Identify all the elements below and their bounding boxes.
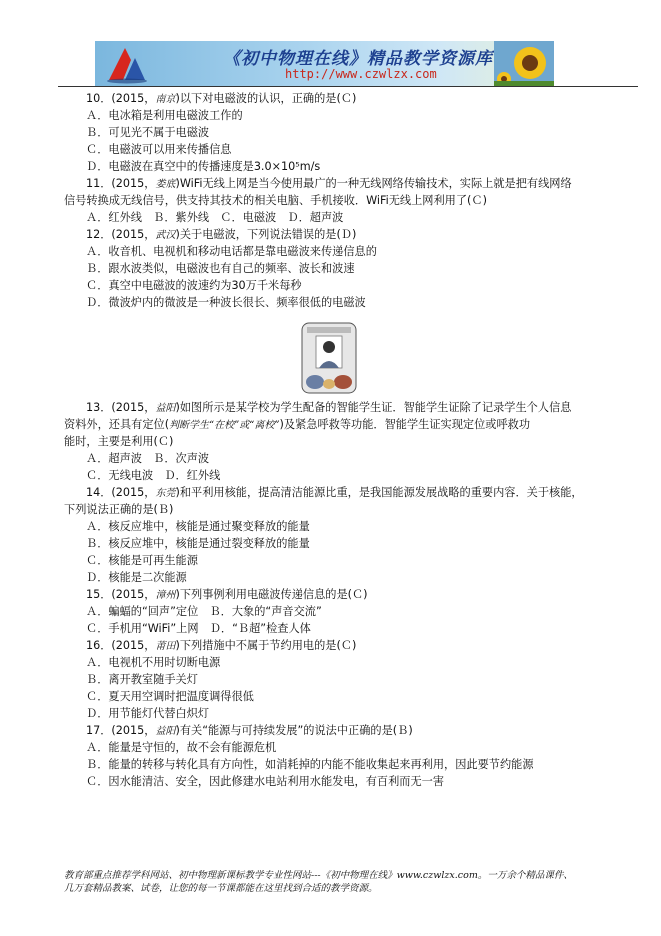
line-text: Ｃ．夏天用空调时把温度调得很低 — [86, 690, 254, 703]
header-rule — [58, 86, 638, 87]
line-text-rest: )以下对电磁波的认识，正确的是(Ｃ) — [175, 92, 357, 105]
line-text: Ｃ．真空中电磁波的波速约为30万千米每秒 — [86, 279, 302, 292]
document-line — [86, 604, 322, 619]
document-line — [86, 587, 368, 603]
source-annotation: 判断学生“在校”或“离校” — [169, 420, 280, 431]
document-line — [86, 740, 276, 755]
source-annotation: 益阳 — [155, 726, 176, 737]
document-line — [86, 672, 198, 687]
site-title: 《初中物理在线》精品教学资源库 — [223, 49, 493, 69]
line-text: 15．(2015， — [86, 588, 156, 601]
line-text: Ａ．电冰箱是利用电磁波工作的 — [86, 109, 243, 122]
site-logo-icon — [105, 44, 149, 84]
line-text: Ａ．能量是守恒的，故不会有能源危机 — [86, 741, 277, 754]
line-text: 资料外，还具有定位( — [64, 418, 170, 431]
document-line — [86, 706, 209, 721]
line-text: Ｂ．可见光不属于电磁波 — [86, 126, 210, 139]
document-line — [64, 434, 173, 449]
line-text: Ｂ．跟水波类似，电磁波也有自己的频率、波长和波速 — [86, 262, 355, 275]
line-text: Ｃ．无线电波 Ｄ．红外线 — [86, 469, 221, 482]
line-text: 16．(2015， — [86, 639, 156, 652]
document-line — [86, 210, 343, 225]
document-line — [86, 621, 311, 636]
line-text-rest: )如图所示是某学校为学生配备的智能学生证．智能学生证除了记录学生个人信息 — [175, 401, 572, 414]
line-text-rest: )WiFi无线上网是当今使用最广的一种无线网络传输技术，实际上就是把有线网络 — [175, 177, 572, 190]
document-line — [64, 193, 487, 208]
source-annotation: 益阳 — [155, 403, 176, 414]
line-text: Ｄ．电磁波在真空中的传播速度是3.0×10⁵m/s — [86, 160, 321, 173]
document-line — [86, 91, 356, 107]
line-text-rest: )有关“能源与可持续发展”的说法中正确的是(Ｂ) — [175, 724, 413, 737]
document-line — [86, 553, 198, 568]
footer-line-2: 几万套精品教案、试卷，让您的每一节课都能在这里找到合适的教学资源。 — [64, 883, 378, 894]
source-annotation: 娄底 — [155, 179, 176, 190]
line-text: Ａ．蝙蝠的“回声”定位 Ｂ．大象的“声音交流” — [86, 605, 322, 618]
document-line — [86, 519, 310, 534]
line-text: 12．(2015， — [86, 228, 156, 241]
document-line — [86, 570, 187, 585]
line-text: Ｄ．微波炉内的微波是一种波长很长、频率很低的电磁波 — [86, 296, 366, 309]
document-line — [86, 295, 366, 310]
document-line — [86, 774, 444, 789]
document-line — [86, 227, 356, 243]
header-banner — [95, 41, 554, 86]
document-line — [86, 655, 220, 670]
smart-student-card-image — [301, 322, 357, 394]
line-text-rest: )及紧急呼救等功能．智能学生证实现定位或呼救功 — [279, 418, 531, 431]
line-text: 14．(2015， — [86, 486, 156, 499]
line-text: Ｃ．手机用“WiFi”上网 Ｄ．“Ｂ超”检查人体 — [86, 622, 311, 635]
line-text: 10．(2015， — [86, 92, 156, 105]
line-text-rest: )关于电磁波，下列说法错误的是(Ｄ) — [175, 228, 357, 241]
line-text-rest: )和平利用核能，提高清洁能源比重，是我国能源发展战略的重要内容．关于核能， — [175, 486, 583, 499]
document-line — [86, 468, 220, 483]
document-line — [86, 689, 254, 704]
source-annotation: 漳州 — [155, 590, 176, 601]
source-annotation: 东莞 — [155, 488, 176, 499]
document-line — [86, 485, 583, 501]
line-text: Ｃ．核能是可再生能源 — [86, 554, 198, 567]
line-text: 13．(2015， — [86, 401, 156, 414]
document-line — [64, 417, 530, 433]
line-text: Ａ．收音机、电视机和移动电话都是靠电磁波来传递信息的 — [86, 245, 377, 258]
document-line — [86, 142, 231, 157]
line-text: Ａ．红外线 Ｂ．紫外线 Ｃ．电磁波 Ｄ．超声波 — [86, 211, 344, 224]
document-line — [86, 244, 377, 259]
line-text: Ｄ．核能是二次能源 — [86, 571, 187, 584]
line-text: Ａ．超声波 Ｂ．次声波 — [86, 452, 210, 465]
document-line — [86, 451, 209, 466]
source-annotation: 莆田 — [155, 641, 176, 652]
source-annotation: 南京 — [155, 94, 176, 105]
document-line — [86, 723, 413, 739]
document-line — [86, 125, 209, 140]
site-url: http://www.czwlzx.com — [285, 67, 437, 81]
document-line — [86, 278, 302, 293]
line-text: Ａ．核反应堆中，核能是通过聚变释放的能量 — [86, 520, 310, 533]
line-text: Ｄ．用节能灯代替白炽灯 — [86, 707, 210, 720]
line-text: 17．(2015， — [86, 724, 156, 737]
line-text: 信号转换成无线信号，供支持其技术的相关电脑、手机接收．WiFi无线上网利用了(Ｃ) — [64, 194, 487, 207]
line-text: Ｂ．离开教室随手关灯 — [86, 673, 198, 686]
line-text: Ｃ．因水能清洁、安全，因此修建水电站利用水能发电，有百利而无一害 — [86, 775, 445, 788]
line-text: 11．(2015， — [86, 177, 156, 190]
line-text-rest: )下列措施中不属于节约用电的是(Ｃ) — [175, 639, 357, 652]
document-line — [86, 159, 320, 174]
line-text: Ａ．电视机不用时切断电源 — [86, 656, 221, 669]
document-line — [86, 638, 356, 654]
line-text: Ｃ．电磁波可以用来传播信息 — [86, 143, 232, 156]
line-text: 能时，主要是利用(Ｃ) — [64, 435, 174, 448]
document-line — [86, 536, 310, 551]
document-line — [86, 400, 571, 416]
sunflower-icon — [494, 41, 554, 86]
line-text: Ｂ．能量的转移与转化具有方向性，如消耗掉的内能不能收集起来再利用，因此要节约能源 — [86, 758, 534, 771]
document-line — [86, 261, 355, 276]
source-annotation: 武汉 — [155, 230, 176, 241]
document-line — [86, 757, 534, 772]
line-text: 下列说法正确的是(Ｂ) — [64, 503, 174, 516]
line-text: Ｂ．核反应堆中，核能是通过裂变释放的能量 — [86, 537, 310, 550]
line-text-rest: )下列事例利用电磁波传递信息的是(Ｃ) — [175, 588, 368, 601]
document-line — [86, 108, 243, 123]
document-line — [64, 502, 173, 517]
footer-line-1: 教育部重点推荐学科网站、初中物理新课标教学专业性网站---《初中物理在线》www.czwlzx.com。一万余个精品课件、 — [64, 870, 573, 881]
document-line — [86, 176, 572, 192]
